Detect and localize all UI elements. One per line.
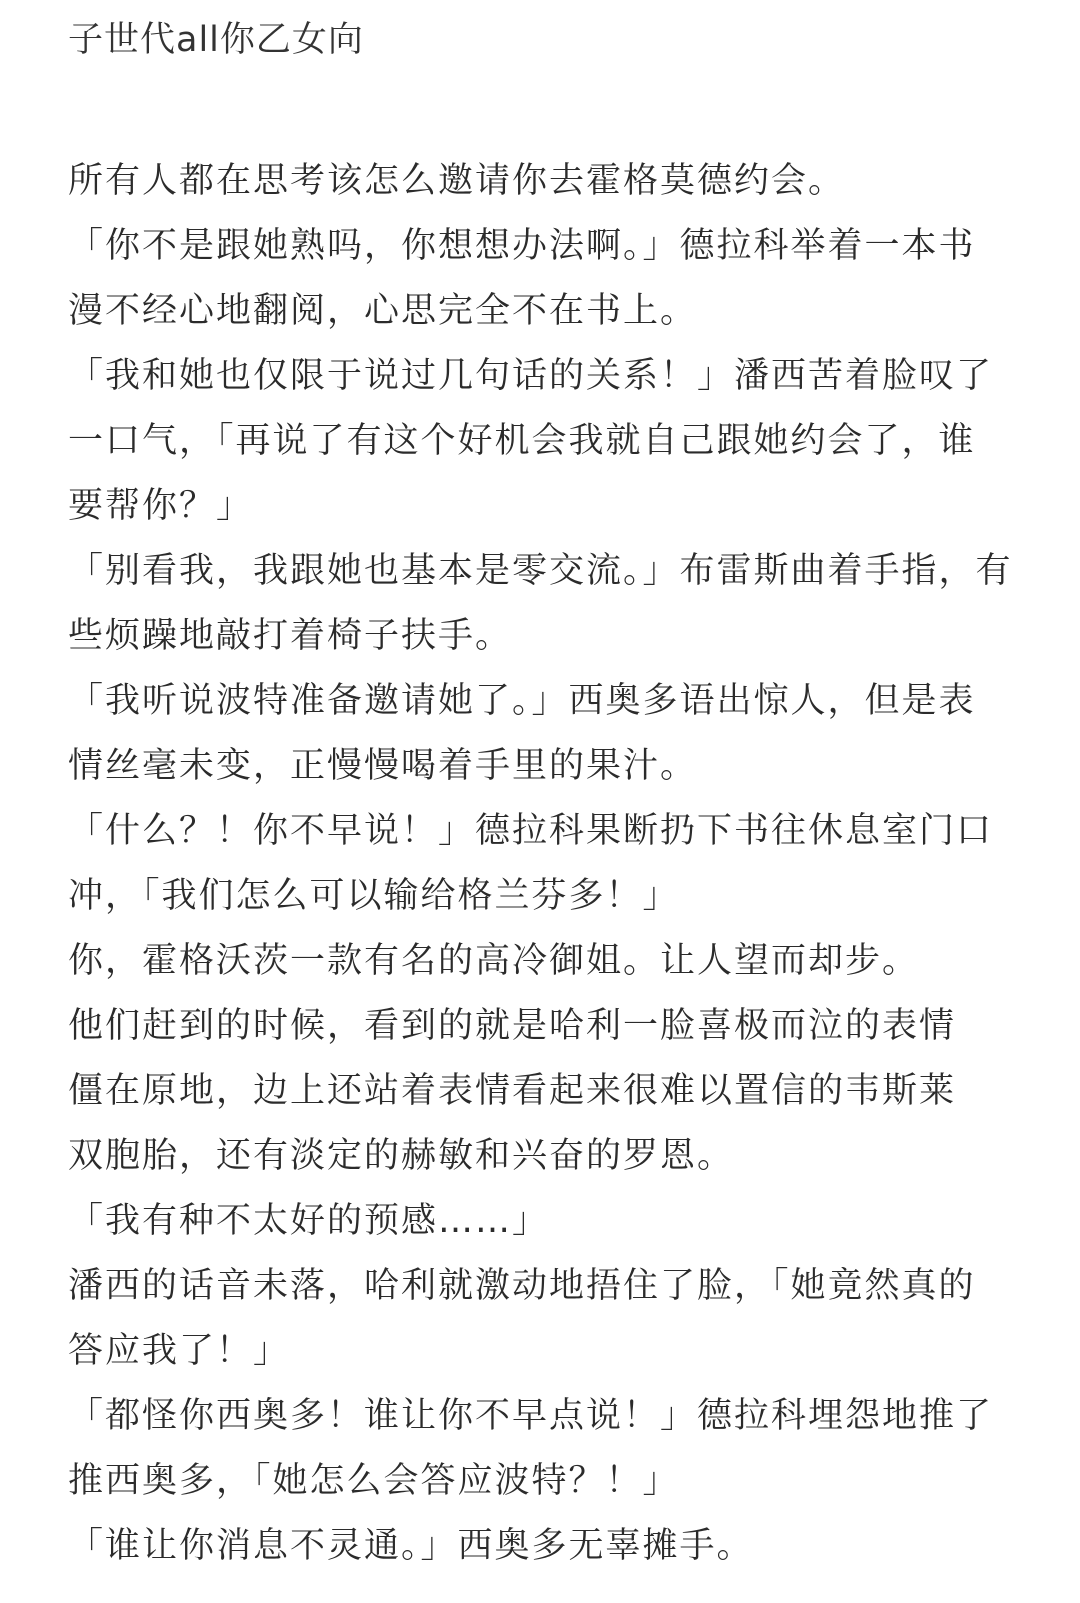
text-line: 冲，「我们怎么可以输给格兰芬多！」 (68, 876, 680, 916)
text-line: 漫不经心地翻阅，心思完全不在书上。 (68, 291, 698, 331)
text-line: 「我和她也仅限于说过几句话的关系！」潘西苦着脸叹了 (68, 356, 994, 396)
text-line: 所有人都在思考该怎么邀请你去霍格莫德约会。 (68, 161, 846, 201)
text-line: 一口气，「再说了有这个好机会我就自己跟她约会了，谁 (68, 421, 976, 461)
text-line: 情丝毫未变，正慢慢喝着手里的果汁。 (68, 746, 698, 786)
document-page (68, 0, 1028, 1579)
text-line: 「我有种不太好的预感……」 (68, 1201, 550, 1241)
text-line: 答应我了！」 (68, 1331, 291, 1371)
text-line: 僵在原地，边上还站着表情看起来很难以置信的韦斯莱 (68, 1071, 957, 1111)
text-line: 「谁让你消息不灵通。」西奥多无辜摊手。 (68, 1526, 754, 1566)
text-line: 你，霍格沃茨一款有名的高冷御姐。让人望而却步。 (68, 941, 920, 981)
text-line: 「别看我，我跟她也基本是零交流。」布雷斯曲着手指，有 (68, 551, 1013, 591)
story-body (68, 149, 1028, 1579)
text-line: 他们赶到的时候，看到的就是哈利一脸喜极而泣的表情 (68, 1006, 957, 1046)
text-line: 潘西的话音未落，哈利就激动地捂住了脸，「她竟然真的 (68, 1266, 976, 1306)
document-title: 子世代all你乙女向 (68, 20, 364, 60)
text-line: 双胞胎，还有淡定的赫敏和兴奋的罗恩。 (68, 1136, 735, 1176)
text-line: 些烦躁地敲打着椅子扶手。 (68, 616, 513, 656)
text-line: 「什么？！你不早说！」德拉科果断扔下书往休息室门口 (68, 811, 994, 851)
text-line: 「都怪你西奥多！谁让你不早点说！」德拉科埋怨地推了 (68, 1396, 994, 1436)
text-line: 推西奥多，「她怎么会答应波特？！」 (68, 1461, 680, 1501)
text-line: 「我听说波特准备邀请她了。」西奥多语出惊人，但是表 (68, 681, 976, 721)
text-line: 「你不是跟她熟吗，你想想办法啊。」德拉科举着一本书 (68, 226, 976, 266)
text-line: 要帮你？」 (68, 486, 254, 526)
